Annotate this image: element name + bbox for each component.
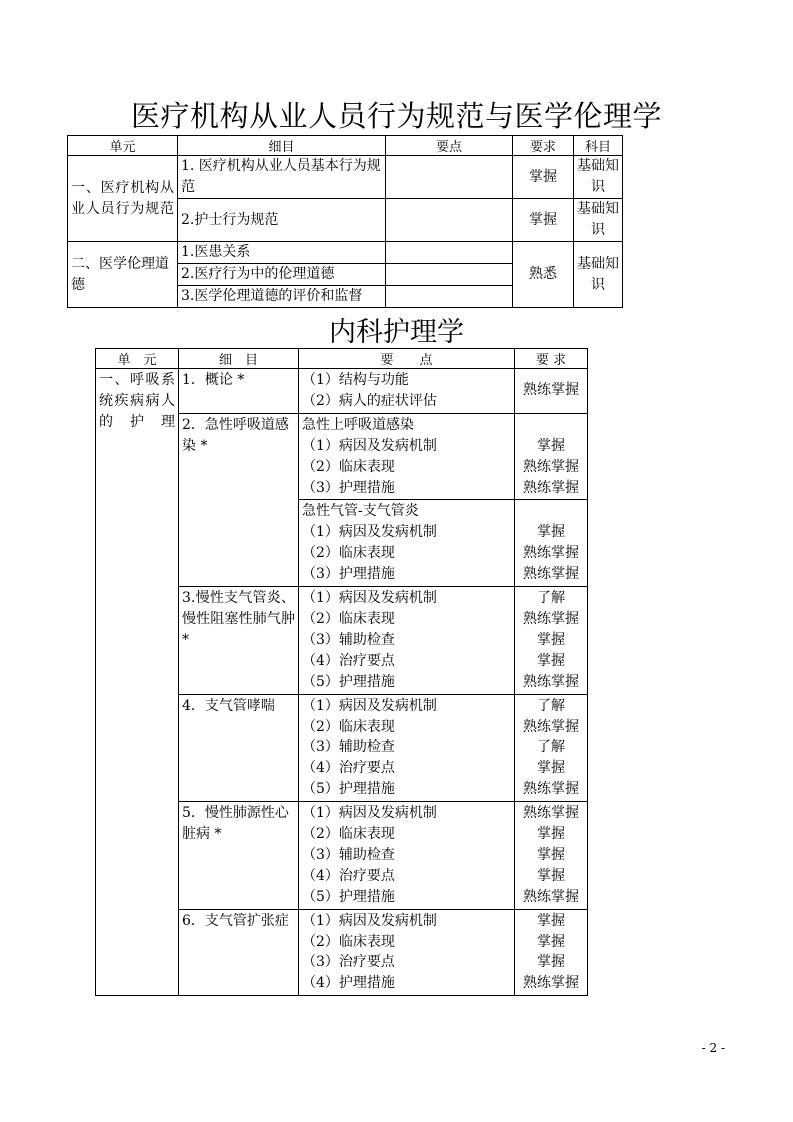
nursing-table: [95, 348, 588, 996]
point-line: （3）辅助检查: [302, 631, 395, 648]
point-line: （2）临床表现: [302, 545, 395, 562]
requirement-line: 掌握: [537, 826, 565, 843]
header-requirement: 要求: [513, 136, 574, 156]
point-line: （3）辅助检查: [302, 739, 395, 756]
point-line: （5）护理措施: [302, 888, 395, 905]
requirement-line: 熟练掌握: [523, 888, 579, 905]
point-line: （2）临床表现: [302, 610, 395, 627]
detail-cell: 2.护士行为规范: [178, 199, 386, 242]
point-line: （1）病因及发病机制: [302, 437, 437, 454]
header-detail: 细目: [178, 136, 386, 156]
section1-title: 医疗机构从业人员行为规范与医学伦理学: [130, 99, 662, 133]
point-line: （1）病因及发病机制: [302, 805, 437, 822]
requirement-line: 掌握: [537, 631, 565, 648]
requirement-line: 掌握: [537, 912, 565, 929]
detail-cell: 3.慢性支气管炎、慢性阻塞性肺气肿 *: [179, 587, 299, 695]
requirement-cell: [515, 909, 588, 996]
points-cell: [299, 500, 515, 587]
detail-cell: 2.医疗行为中的伦理道德: [178, 264, 386, 286]
detail-cell: 3.医学伦理道德的评价和监督: [178, 286, 386, 308]
detail-cell: 1．概论 *: [179, 369, 299, 414]
point-line: （3）护理措施: [302, 566, 395, 583]
point-line: （3）护理措施: [302, 479, 395, 496]
point-line: （5）护理措施: [302, 673, 395, 690]
point-line: （4）治疗要点: [302, 652, 395, 669]
requirement-cell: [515, 500, 588, 587]
header-points: 要点: [386, 136, 513, 156]
requirement-line: 熟练掌握: [523, 566, 579, 583]
requirement-line: 熟练掌握: [523, 805, 579, 822]
requirement-cell: [515, 413, 588, 500]
detail-cell: 5．慢性肺源性心脏病 *: [179, 802, 299, 910]
detail-cell: 1. 医疗机构从业人员基本行为规范: [178, 156, 386, 199]
point-line: （2）临床表现: [302, 826, 395, 843]
point-line: （3）辅助检查: [302, 846, 395, 863]
detail-cell: 4．支气管哮喘: [179, 694, 299, 802]
requirement-line: 熟练掌握: [523, 545, 579, 562]
requirement-line: 了解: [537, 697, 565, 714]
points-cell: [299, 694, 515, 802]
requirement-line: 掌握: [537, 652, 565, 669]
point-line: （1）病因及发病机制: [302, 697, 437, 714]
header-detail: 细 目: [179, 349, 299, 369]
requirement-line: 了解: [537, 739, 565, 756]
point-line: （5）护理措施: [302, 781, 395, 798]
requirement-line: 掌握: [537, 954, 565, 971]
point-line: （2）临床表现: [302, 933, 395, 950]
points-cell: [386, 242, 513, 264]
requirement-line: 熟练掌握: [523, 458, 579, 475]
header-unit: 单元: [68, 136, 178, 156]
point-heading: 急性上呼吸道感染: [302, 416, 414, 433]
ethics-table: [67, 135, 623, 308]
point-line: （4）护理措施: [302, 975, 395, 992]
points-cell: [386, 156, 513, 199]
point-line: （1）病因及发病机制: [302, 912, 437, 929]
subject-cell: 基础知识: [574, 242, 623, 308]
requirement-cell: 熟悉: [513, 242, 574, 308]
requirement-cell: 熟练掌握: [515, 369, 588, 414]
points-cell: [299, 909, 515, 996]
page-number: - 2 -: [701, 1041, 725, 1055]
header-requirement: 要 求: [515, 349, 588, 369]
points-cell: [386, 286, 513, 308]
point-line: （4）治疗要点: [302, 760, 395, 777]
point-line: （1）病因及发病机制: [302, 524, 437, 541]
subject-cell: 基础知识: [574, 156, 623, 199]
section2-title: 内科护理学: [329, 317, 464, 348]
unit-cell: 一、呼吸系统疾病病人的护理: [96, 369, 179, 996]
requirement-line: 熟练掌握: [523, 781, 579, 798]
point-line: （2）临床表现: [302, 458, 395, 475]
point-line: （3）治疗要点: [302, 954, 395, 971]
subject-cell: 基础知识: [574, 199, 623, 242]
point-line: （1）结构与功能: [302, 372, 409, 388]
requirement-line: 熟练掌握: [523, 975, 579, 992]
unit-cell: 二、医学伦理道德: [68, 242, 178, 308]
points-cell: [299, 802, 515, 910]
requirement-cell: 掌握: [513, 199, 574, 242]
requirement-line: 熟练掌握: [523, 718, 579, 735]
point-line: （2）病人的症状评估: [302, 392, 437, 409]
detail-cell: 1.医患关系: [178, 242, 386, 264]
table-header-row: [96, 349, 588, 369]
requirement-line: 掌握: [537, 760, 565, 777]
requirement-line: 熟练掌握: [523, 610, 579, 627]
requirement-line: 掌握: [537, 437, 565, 454]
requirement-cell: [515, 694, 588, 802]
table-row: [96, 369, 588, 414]
requirement-line: 掌握: [537, 867, 565, 884]
points-cell: [299, 587, 515, 695]
requirement-cell: [515, 587, 588, 695]
requirement-line: 掌握: [537, 933, 565, 950]
requirement-line: 掌握: [537, 846, 565, 863]
header-subject: 科目: [574, 136, 623, 156]
table-row: [68, 156, 623, 199]
detail-cell: 6．支气管扩张症: [179, 909, 299, 996]
point-line: （1）病因及发病机制: [302, 590, 437, 607]
table-row: [68, 242, 623, 264]
point-heading: 急性气管-支气管炎: [302, 503, 419, 520]
requirement-cell: 掌握: [513, 156, 574, 199]
table-header-row: [68, 136, 623, 156]
requirement-line: 了解: [537, 590, 565, 607]
points-cell: [386, 264, 513, 286]
requirement-line: 熟练掌握: [523, 479, 579, 496]
point-line: （4）治疗要点: [302, 867, 395, 884]
requirement-line: 熟练掌握: [523, 673, 579, 690]
point-line: （2）临床表现: [302, 718, 395, 735]
header-unit: 单 元: [96, 349, 179, 369]
points-cell: [299, 413, 515, 500]
detail-cell: 2．急性呼吸道感染 *: [179, 413, 299, 586]
unit-cell: 一、医疗机构从业人员行为规范: [68, 156, 178, 242]
requirement-cell: [515, 802, 588, 910]
points-cell: [386, 199, 513, 242]
requirement-line: 掌握: [537, 524, 565, 541]
points-cell: [299, 369, 515, 414]
header-points: 要 点: [299, 349, 515, 369]
